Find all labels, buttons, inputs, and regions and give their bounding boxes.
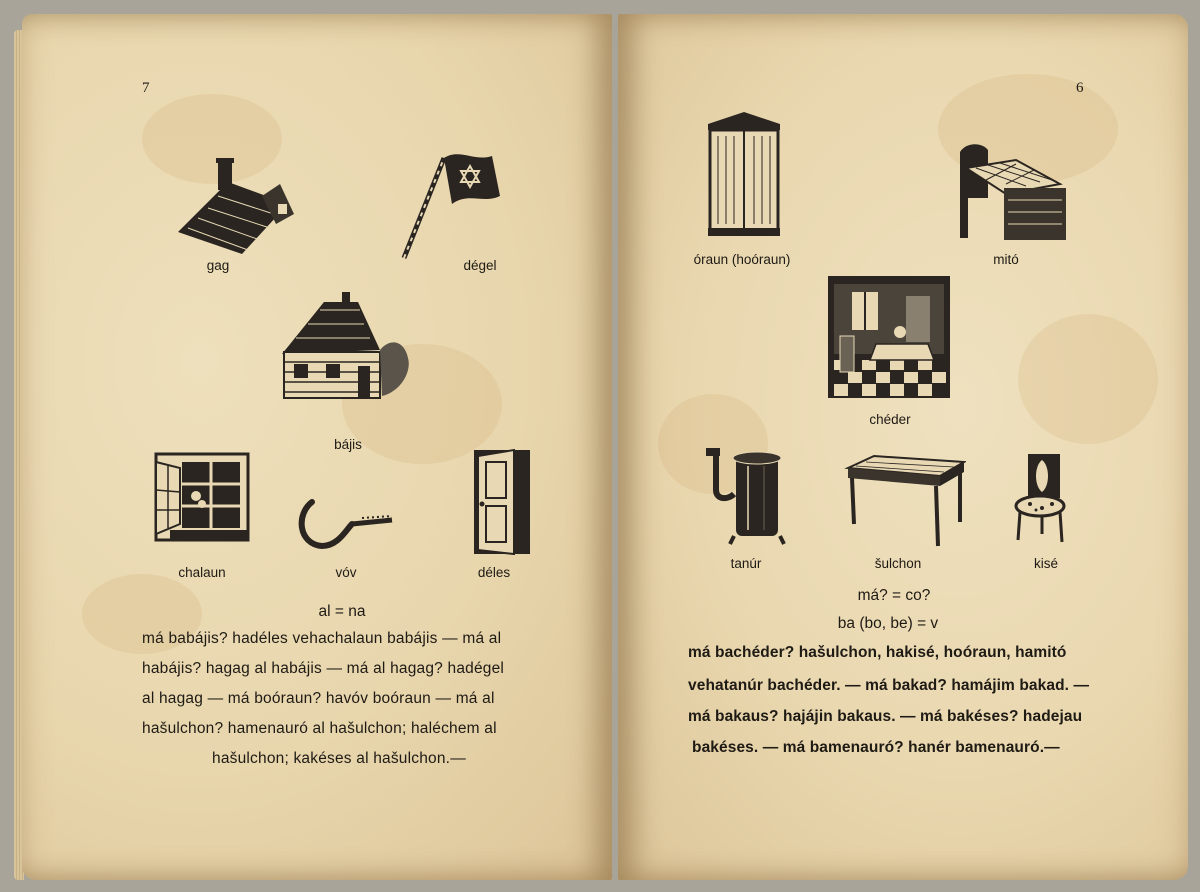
left-page: [22, 14, 612, 880]
text-line-5: hašulchon; kakéses al hašulchon.—: [212, 750, 466, 767]
house-illustration: [272, 288, 412, 404]
page-number: 7: [142, 80, 150, 96]
caption-sulchon: šulchon: [874, 556, 922, 571]
caption-oraun: óraun (hoóraun): [693, 252, 791, 267]
text-line-3: má bakaus? hajájin bakaus. — má bakéses? hadejau: [688, 708, 1083, 725]
equation-ma: má? = co?: [857, 587, 931, 604]
room-illustration: [828, 276, 950, 398]
text-line-1: má babájis? hadéles vehachalaun babájis — má al: [142, 630, 502, 647]
caption-mito: mitó: [993, 252, 1019, 267]
roof-illustration: [170, 154, 300, 264]
text-line-1: má bachéder? hašulchon, hakisé, hoóraun, hamitó: [688, 644, 1067, 661]
stove-illustration: [704, 446, 798, 546]
page-number: 6: [1076, 80, 1084, 96]
window-illustration: [150, 448, 250, 548]
caption-cheder: chéder: [869, 412, 911, 427]
equation-ba: ba (bo, be) = v: [837, 615, 939, 632]
text-line-2: habájis? hagag al habájis — má al hagag? hadégel: [142, 660, 505, 677]
text-line-3: al hagag — má boóraun? havóv boóraun — má al: [142, 690, 495, 707]
text-line-2: vehatanúr bachéder. — má bakad? hamájim bakad. —: [688, 677, 1090, 694]
caption-vov: vóv: [335, 565, 357, 580]
caption-kise: kisé: [1033, 556, 1059, 571]
flag-illustration: [394, 142, 504, 262]
chair-illustration: [1012, 452, 1072, 548]
caption-degel: dégel: [463, 258, 497, 273]
caption-deles: déles: [477, 565, 511, 580]
equation: al = na: [318, 603, 366, 620]
wardrobe-illustration: [704, 110, 784, 240]
table-illustration: [844, 452, 966, 548]
bed-illustration: [956, 138, 1072, 248]
text-line-4: hašulchon? hamenauró al hašulchon; haléchem al: [142, 720, 497, 737]
caption-tanur: tanúr: [730, 556, 762, 571]
text-line-4: bakéses. — má bamenauró? hanér bamenauró.—: [692, 739, 1060, 756]
door-illustration: [468, 446, 538, 558]
caption-chalaun: chalaun: [178, 565, 226, 580]
caption-bajis: bájis: [334, 437, 362, 452]
hook-illustration: [290, 494, 400, 554]
caption-gag: gag: [206, 258, 230, 273]
right-page: [618, 14, 1188, 880]
